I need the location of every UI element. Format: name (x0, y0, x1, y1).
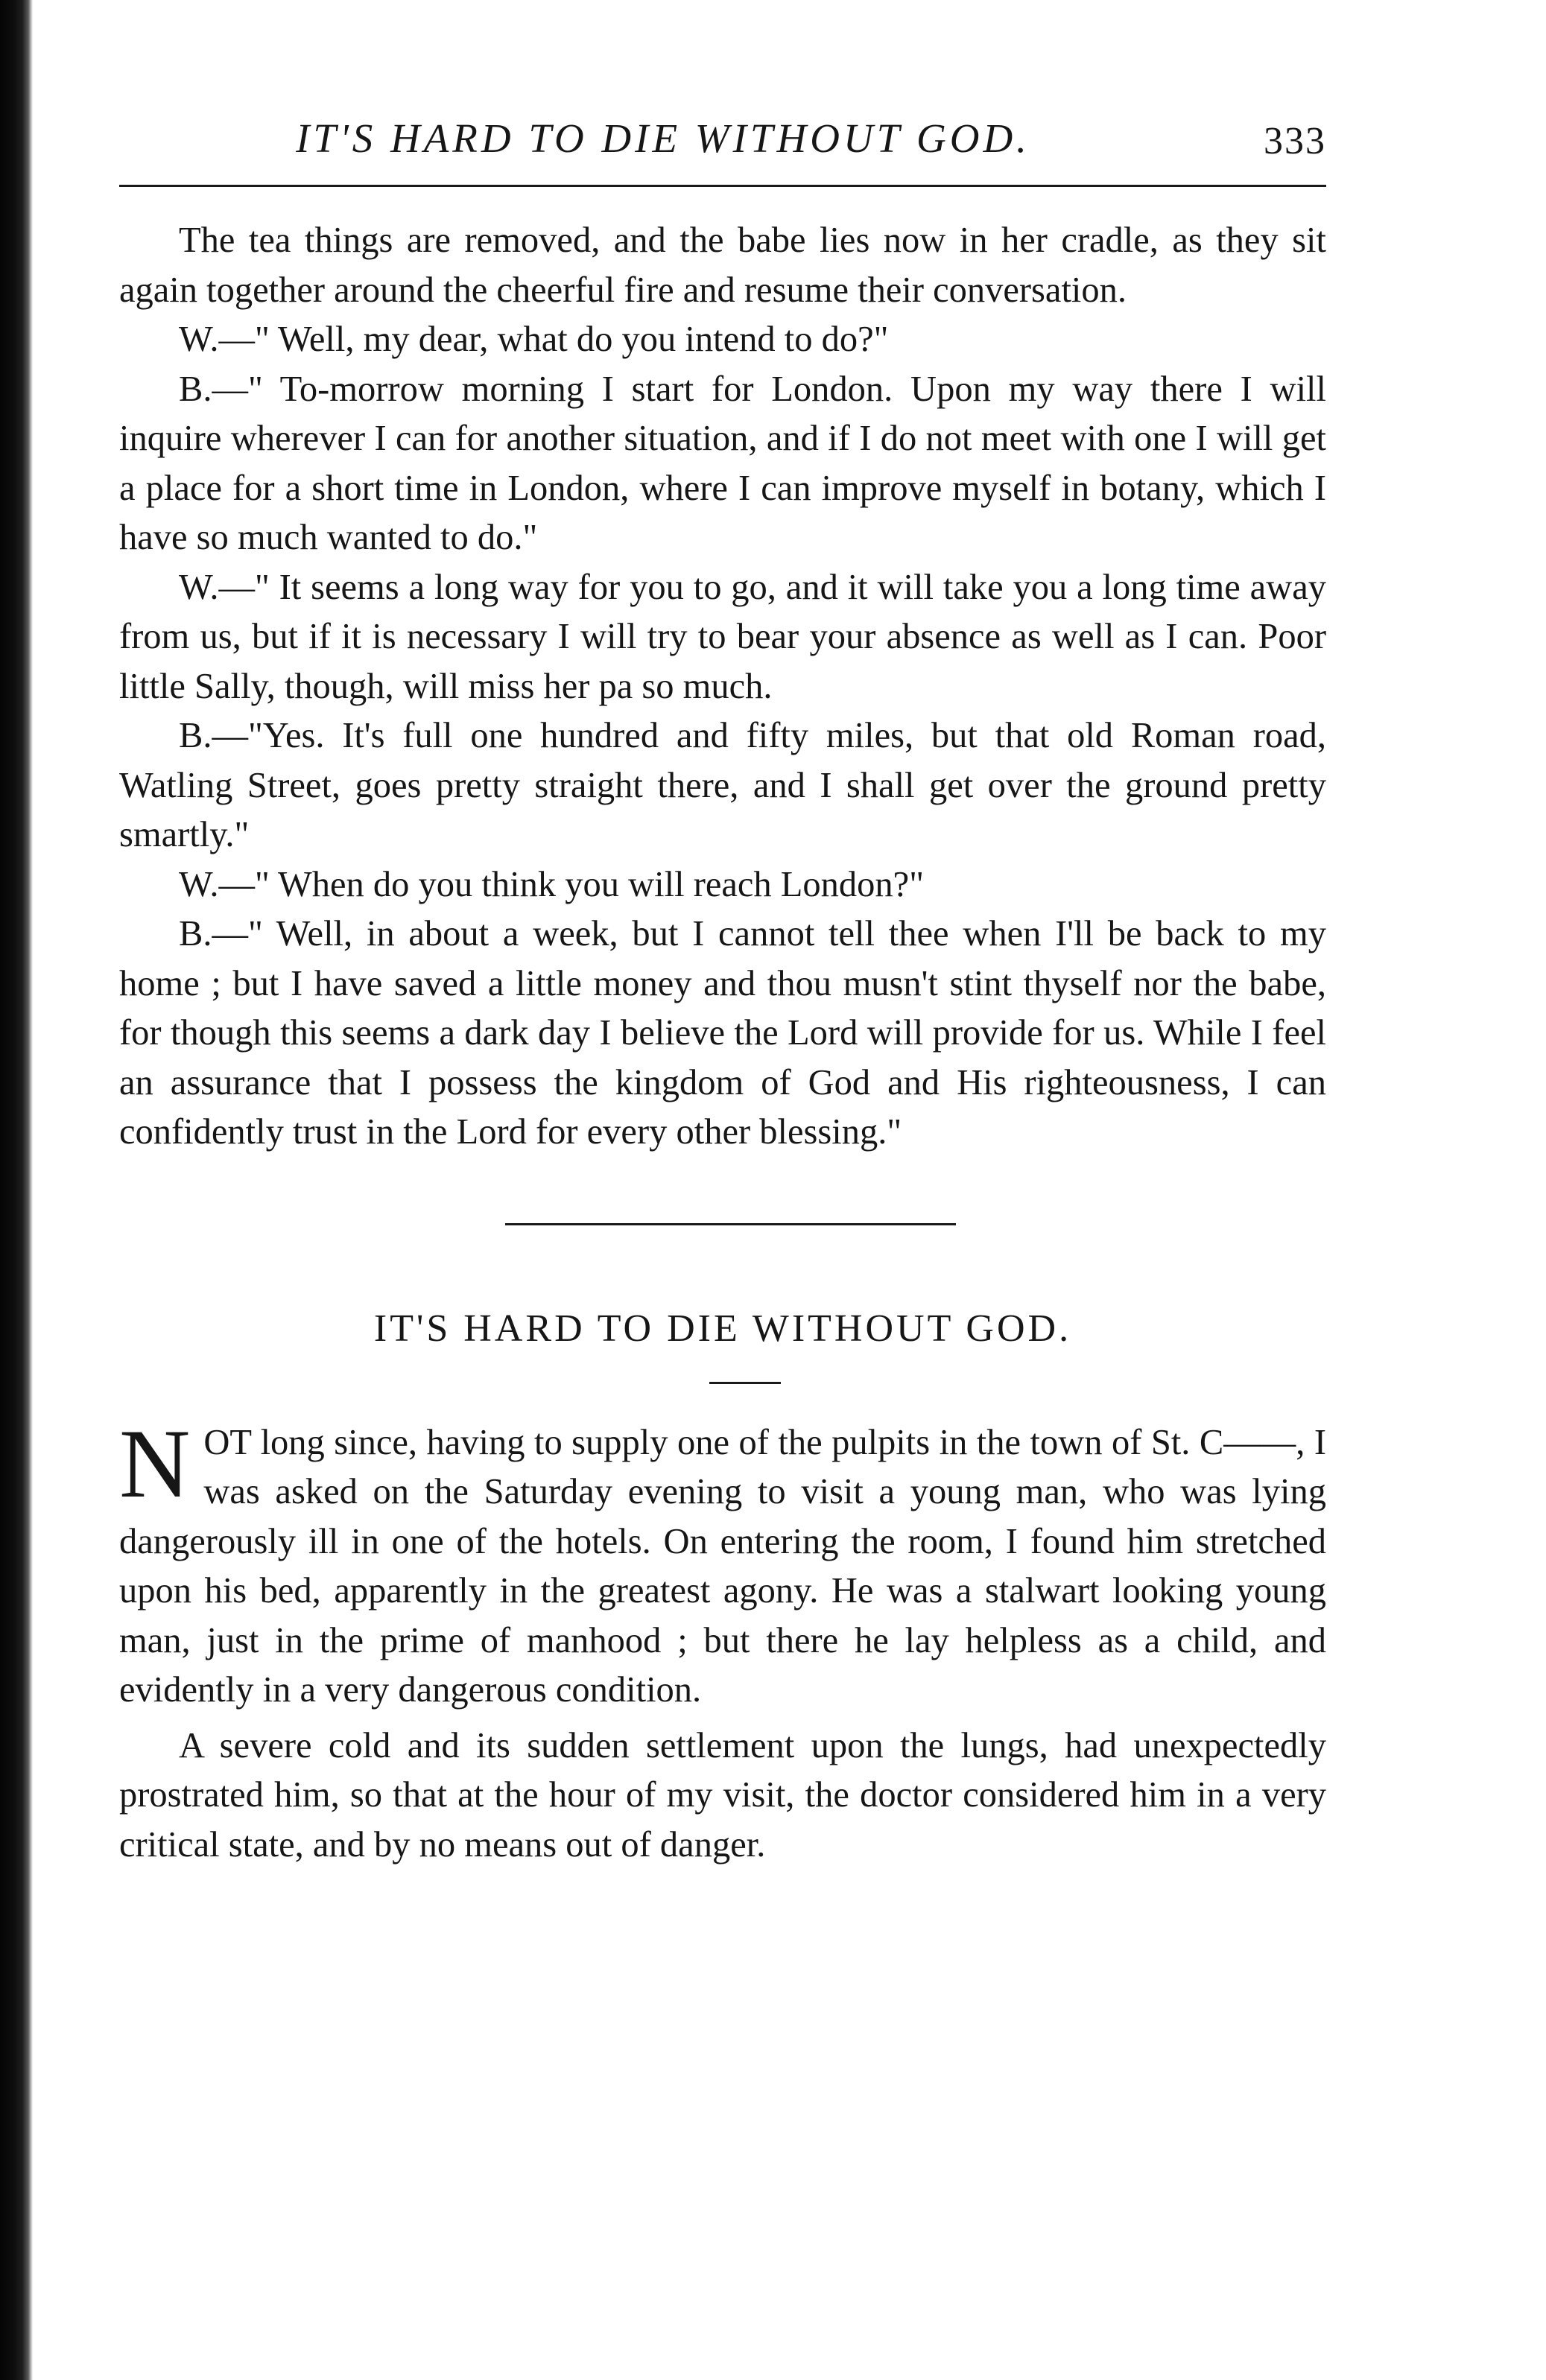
story-paragraph: W.—" Well, my dear, what do you intend to do?" (179, 320, 889, 359)
section-divider (505, 1223, 956, 1225)
story-paragraph: B.—" Well, in about a week, but I cannot tell thee when I'll be back to my home ; but I have saved a little money and thou musn't stint thyself nor the babe, for though this seems a dark day I believe the Lord will provide for us. While I feel an assurance that I possess the kingdom of God and His righteousness, I can confidently trust in the Lord for every other blessing." (119, 914, 1326, 1152)
page-number: 333 (1264, 120, 1326, 162)
continued-story (119, 216, 1326, 1158)
article-body (119, 1408, 1326, 1870)
header-rule (119, 185, 1326, 187)
body-text (119, 216, 1326, 1870)
article-title: IT'S HARD TO DIE WITHOUT GOD. (373, 1307, 1072, 1350)
story-paragraph: B.—" To-morrow morning I start for London. Upon my way there I will inquire wherever I can for another situation, and if I do not meet with one I will get a place for a short time in London, where I can improve myself in botany, which I have so much wanted to do." (119, 369, 1326, 557)
story-paragraph: B.—"Yes. It's full one hundred and fifty miles, but that old Roman road, Watling Street, goes pretty straight there, and I shall get over the ground pretty smartly." (119, 716, 1326, 854)
running-title: IT'S HARD TO DIE WITHOUT GOD. (296, 115, 1030, 161)
article-paragraph: A severe cold and its sudden settlement upon the lungs, had unexpectedly prostrated him, so that at the hour of my visit, the doctor considered him in a very critical state, and by no means out of danger. (119, 1725, 1326, 1865)
article-paragraph-text: OT long since, having to supply one of the pulpits in the town of St. C——, I was asked on the Saturday evening to visit a young man, who was lying dangerously ill in one of the hotels. On entering the room, I found him stretched upon his bed, apparently in the greatest agony. He was a stalwart looking young man, just in the prime of manhood ; but there he lay helpless as a child, and evidently in a very dangerous condition. (119, 1422, 1326, 1710)
article-paragraph (119, 1408, 1326, 1716)
drop-cap: N (119, 1408, 191, 1518)
story-paragraph: W.—" It seems a long way for you to go, and it will take you a long time away from us, but if it is necessary I will try to bear your absence as well as I can. Poor little Sally, though, will miss her pa so much. (119, 567, 1326, 706)
title-rule (709, 1382, 781, 1384)
story-paragraph: W.—" When do you think you will reach London?" (179, 864, 925, 904)
book-page (119, 112, 1326, 1865)
book-binding-edge (0, 0, 33, 2380)
story-paragraph: The tea things are removed, and the babe lies now in her cradle, as they sit again together around the cheerful fire and resume their conversation. (119, 220, 1326, 310)
running-header (119, 112, 1326, 179)
